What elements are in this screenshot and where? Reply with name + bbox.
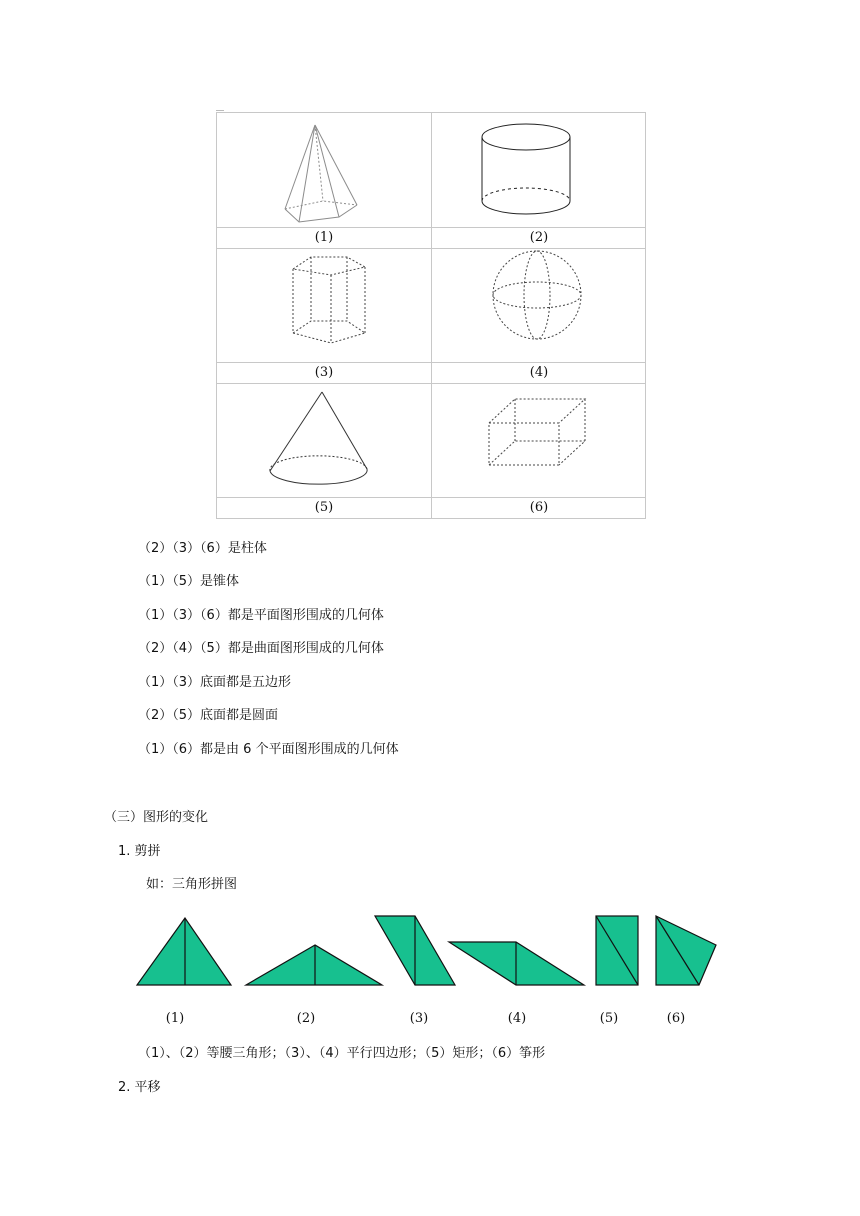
solid-label-3: (3) [314, 365, 334, 380]
classification-line: （1）（3）（6）都是平面图形围成的几何体 [138, 608, 384, 623]
puzzle-label-5: (5) [599, 1011, 619, 1026]
puzzle-shape-4 [449, 942, 584, 985]
puzzle-shape-1 [137, 918, 231, 985]
puzzle-label-3: (3) [409, 1011, 429, 1026]
solid-label-1: (1) [314, 230, 334, 245]
puzzle-label-1: (1) [165, 1011, 185, 1026]
classification-line: （1）（6）都是由 6 个平面图形围成的几何体 [138, 742, 399, 757]
classification-line: （1）（5）是锥体 [138, 574, 240, 589]
puzzle-caption: （1）、（2）等腰三角形；（3）、（4）平行四边形；（5）矩形；（6）筝形 [138, 1046, 546, 1061]
puzzle-label-4: (4) [507, 1011, 527, 1026]
example-text: 如：三角形拼图 [146, 877, 238, 892]
item-heading: 2. 平移 [118, 1080, 161, 1095]
classification-line: （1）（3）底面都是五边形 [138, 675, 292, 690]
solid-label-5: (5) [314, 500, 334, 515]
solid-label-4: (4) [529, 365, 549, 380]
puzzle-shape-6 [656, 916, 716, 985]
puzzle-shape-2 [246, 945, 382, 985]
puzzle-label-6: (6) [666, 1011, 686, 1026]
classification-line: （2）（3）（6）是柱体 [138, 541, 267, 556]
puzzle-label-2: (2) [296, 1011, 316, 1026]
section-title: （三）图形的变化 [104, 810, 209, 825]
classification-line: （2）（5）底面都是圆面 [138, 708, 279, 723]
item-heading: 1. 剪拼 [118, 844, 161, 859]
classification-line: （2）（4）（5）都是曲面图形围成的几何体 [138, 641, 384, 656]
puzzle-shape-5 [596, 916, 638, 985]
puzzle-shape-3 [375, 916, 455, 985]
solid-label-2: (2) [529, 230, 549, 245]
solid-label-6: (6) [529, 500, 549, 515]
